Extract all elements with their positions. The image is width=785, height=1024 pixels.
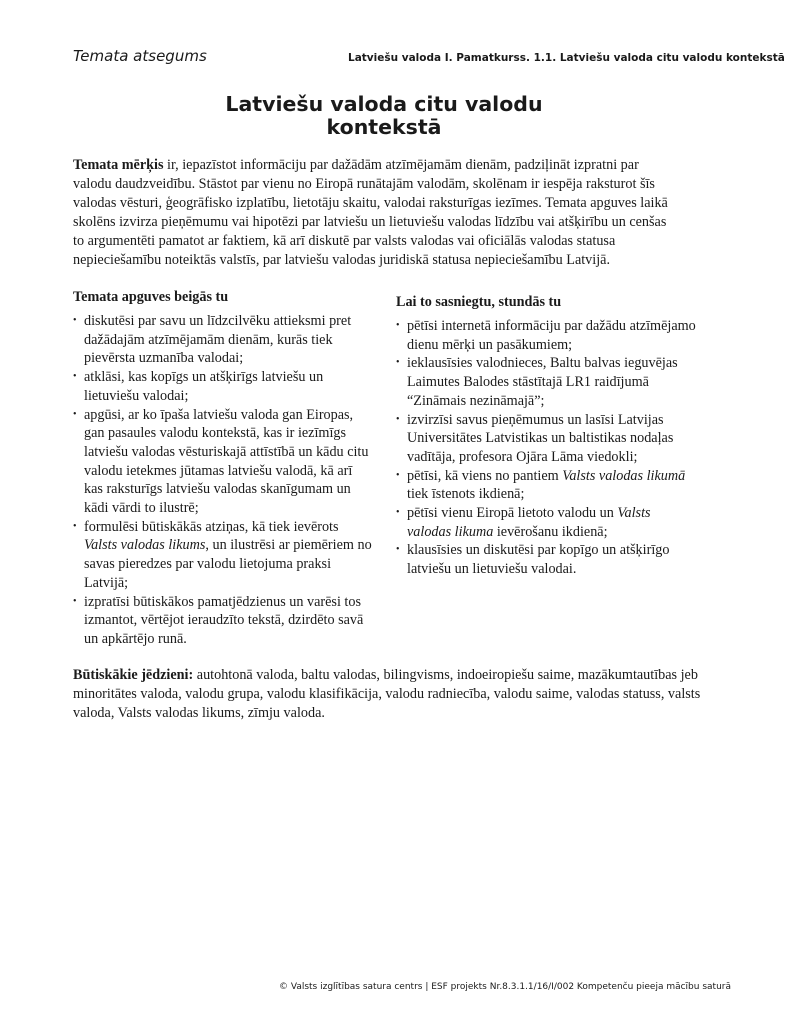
bullet-icon: • <box>396 320 400 331</box>
list-item-text: klausīsies un diskutēsi par kopīgo un atšķirīgo latviešu un lietuviešu valodai. <box>407 542 670 578</box>
list-item-text: ieklausīsies valodnieces, Baltu balvas ieguvējas Laimutes Balodes stāstītajā LR1 raidījumā “Zināmais nezināmajā”; <box>407 355 678 409</box>
list-item-text: , un ilustrēsi ar piemēriem no savas pieredzes par valodu lietojuma praksi Latvijā; <box>84 537 372 591</box>
list-item-text: pētīsi vienu Eiropā lietoto valodu un <box>407 505 618 522</box>
list-item <box>73 518 373 593</box>
intro-paragraph <box>73 156 673 270</box>
bullet-icon: • <box>73 595 77 607</box>
key-terms-text: autohtonā valoda, baltu valodas, bilingvisms, indoeiropiešu saime, mazākumtautības jeb minoritātes valoda, valodu grupa, valodu klasifikācija, valodu radniecība, valodu saime, valodas statuss, valsts valoda, Valsts valodas likums, zīmju valoda. <box>73 667 701 721</box>
list-item-text: tiek īstenots ikdienā; <box>407 486 525 503</box>
page-footer: © Valsts izglītības satura centrs | ESF projekts Nr.8.3.1.1/16/I/002 Kompetenču pieeja mācību saturā <box>279 982 731 992</box>
bullet-icon: • <box>396 469 400 481</box>
key-terms-paragraph <box>73 666 703 723</box>
list-item-text: atklāsi, kas kopīgs un atšķirīgs latviešu un lietuviešu valodai; <box>84 369 324 404</box>
list-item <box>396 504 696 541</box>
bullet-icon: • <box>73 408 77 420</box>
intro-label: Temata mērķis <box>73 157 164 173</box>
law-title-italic: Valsts valodas likumā <box>562 467 686 484</box>
header-topic-label: Temata atsegums <box>73 47 207 65</box>
list-item-text: formulēsi būtiskākās atziņas, kā tiek ievērots <box>84 518 339 535</box>
list-item-text: izvirzīsi savus pieņēmumus un lasīsi Latvijas Universitātes Latvistikas un baltistikas nodaļas vadītāja, profesora Ojāra Lāma viedokli; <box>407 411 674 465</box>
page-title: Latviešu valoda citu valodu kontekstā <box>225 92 543 139</box>
header-course-title: Latviešu valoda I. Pamatkurss. 1.1. Latviešu valoda citu valodu kontekstā <box>348 52 785 64</box>
learning-outcomes-title: Temata apguves beigās tu <box>73 289 229 305</box>
list-item <box>73 406 373 518</box>
bullet-icon: • <box>73 371 77 383</box>
lesson-activities-section <box>396 293 696 579</box>
bullet-icon: • <box>396 507 400 519</box>
bullet-icon: • <box>73 315 77 326</box>
list-item-text: ievērošanu ikdienā; <box>493 523 608 540</box>
list-item-text: diskutēsi par savu un līdzcilvēku attieksmi pret dažādajām atzīmējamām dienām, kurās tiek pievērsta uzmanība valodai; <box>84 313 352 367</box>
list-item <box>73 368 373 405</box>
key-terms-label: Būtiskākie jēdzieni: <box>73 667 194 683</box>
list-item-text: pētīsi, kā viens no pantiem <box>407 467 563 484</box>
law-title-italic: Valsts valodas likums <box>84 537 206 554</box>
learning-outcomes-list <box>73 312 373 649</box>
list-item <box>396 467 696 504</box>
list-item <box>396 541 696 578</box>
bullet-icon: • <box>73 520 77 532</box>
bullet-icon: • <box>396 544 400 556</box>
bullet-icon: • <box>396 413 400 425</box>
list-item <box>396 354 696 410</box>
list-item-text: apgūsi, ar ko īpaša latviešu valoda gan Eiropas, gan pasaules valodu kontekstā, kas ir iezīmīgs latviešu valodas vēsturiskajā attīstībā un kādu citu valodu ietekmes jūtamas latviešu valodā, kā arī kas raksturīgs latviešu valodas skanīgumam un kādi vārdi to ilustrē; <box>84 406 369 517</box>
list-item <box>73 593 373 649</box>
learning-outcomes-section <box>73 288 373 649</box>
bullet-icon: • <box>396 357 400 369</box>
lesson-activities-list <box>396 317 696 579</box>
list-item-text: pētīsi internetā informāciju par dažādu atzīmējamo dienu mērķi un pasākumiem; <box>407 318 696 353</box>
list-item-text: izpratīsi būtiskākos pamatjēdzienus un varēsi tos izmantot, vērtējot ieraudzīto tekstā, dzirdēto savā un apkārtējo runā. <box>84 593 364 647</box>
list-item <box>396 411 696 467</box>
lesson-activities-title: Lai to sasniegtu, stundās tu <box>396 294 562 310</box>
list-item <box>396 317 696 354</box>
list-item <box>73 312 373 368</box>
intro-text: ir, iepazīstot informāciju par dažādām atzīmējamām dienām, padziļināt izpratni par valodu daudzveidību. Stāstot par vienu no Eiropā runātajām valodām, skolēnam ir iespēja raksturot šīs valodas vēsturi, ģeogrāfisko izplatību, lietotāju skaitu, valodai raksturīgas iezīmes. Temata apguves laikā skolēns izvirza pieņēmumu vai hipotēzi par latviešu un lietuviešu valodas līdzību vai atšķirību un cenšas to argumentēti pamatot ar faktiem, kā arī diskutē par valsts valodas vai oficiālās valodas statusa nepieciešamību noteiktās valstīs, par latviešu valodas juridiskā statusa nepieciešamību Latvijā. <box>73 157 668 268</box>
law-title-italic: Valsts valodas likuma <box>407 505 651 540</box>
